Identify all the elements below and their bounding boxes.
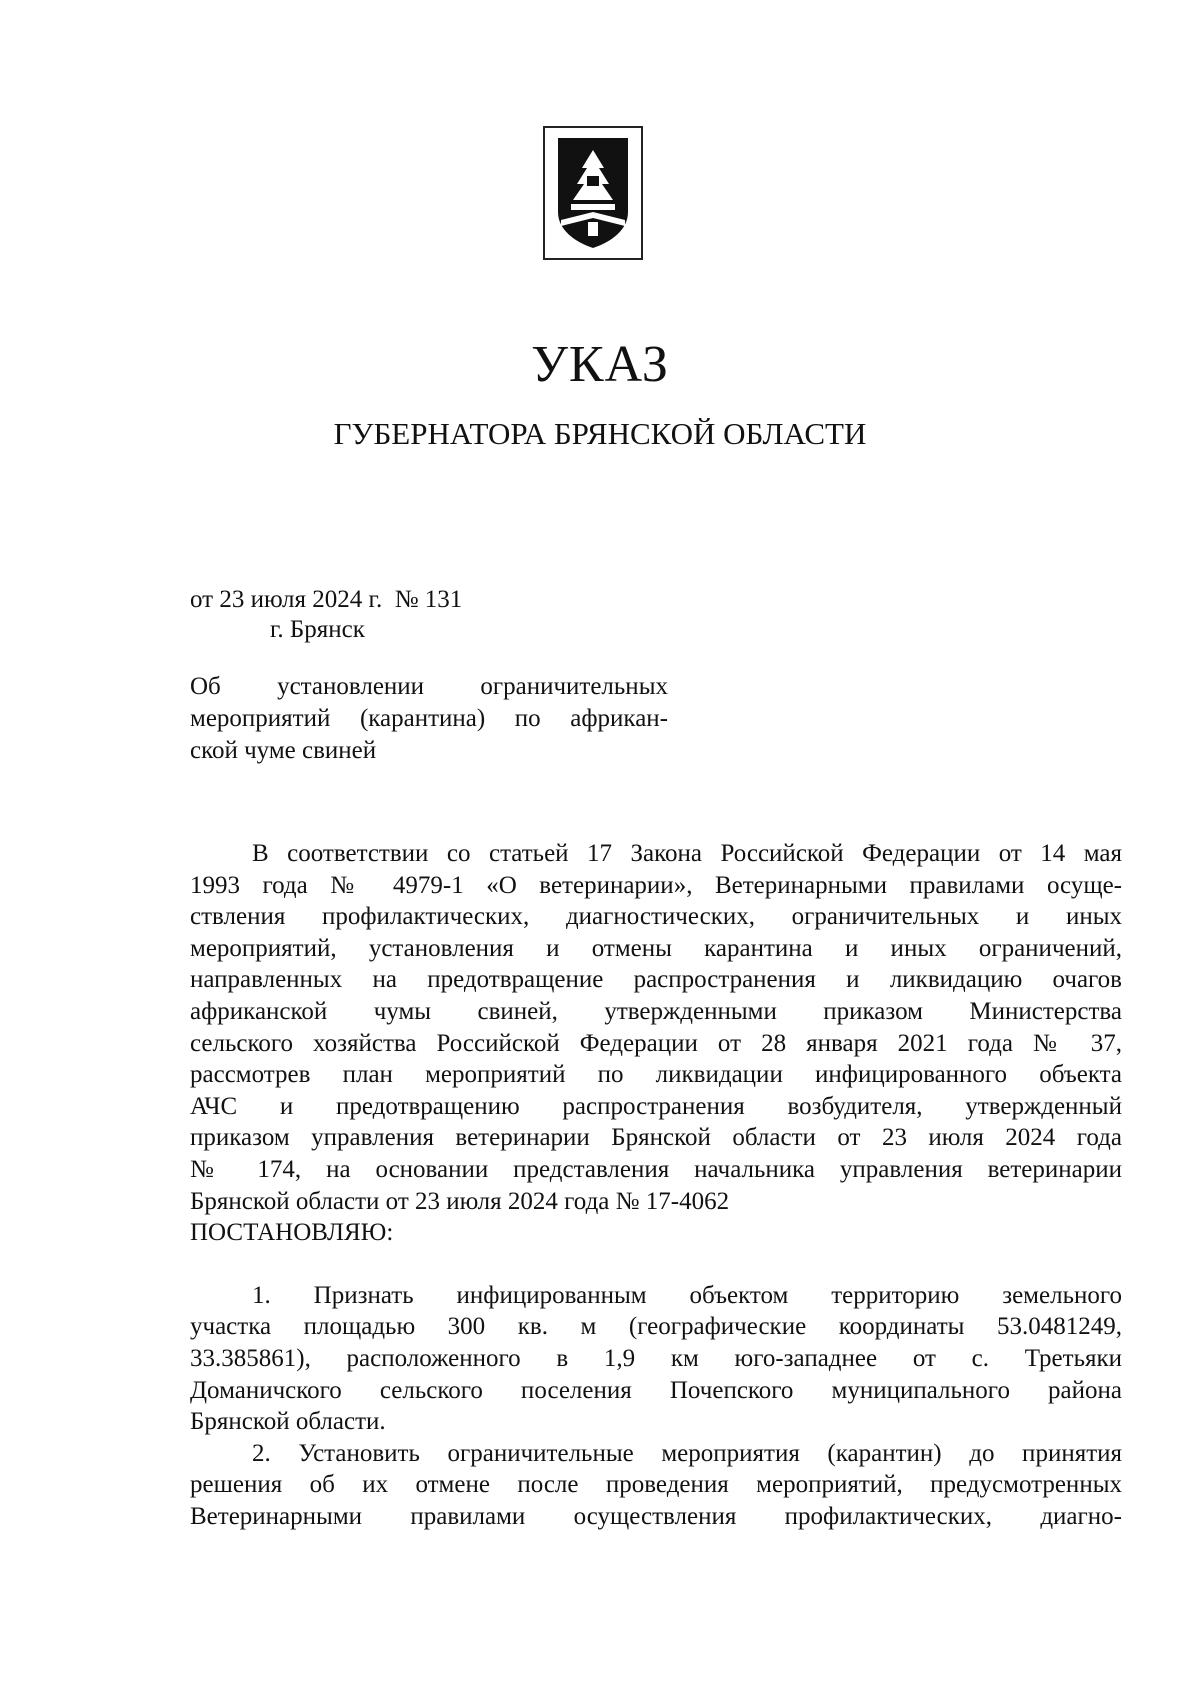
preamble-line: сельского хозяйства Российской Федерации от 28 января 2021 года № 37,: [190, 1029, 1122, 1057]
document-title: УКАЗ: [531, 336, 669, 393]
preamble-line: Брянской области от 23 июля 2024 года № 17-4062: [190, 1187, 730, 1215]
coat-of-arms-icon: [543, 126, 643, 260]
item-1-line: Брянской области.: [190, 1408, 386, 1436]
item-2-line: Ветеринарными правилами осуществления профилактических, диагно-: [190, 1502, 1122, 1530]
decree-body: [190, 838, 1122, 1532]
heading-line: Об установлении ограничительных: [190, 673, 668, 700]
item-2-line: 2. Установить ограничительные мероприятия (карантин) до принятия: [252, 1439, 1122, 1467]
heading-line: мероприятий (карантина) по африкан-: [190, 705, 668, 732]
preamble-line: № 174, на основании представления начальника управления ветеринарии: [190, 1155, 1122, 1183]
decree-heading: [190, 671, 668, 767]
preamble-line: африканской чумы свиней, утвержденными приказом Министерства: [190, 997, 1122, 1025]
preamble-line: В соответствии со статьей 17 Закона Российской Федерации от 14 мая: [252, 840, 1122, 867]
preamble-line: рассмотрев план мероприятий по ликвидации инфицированного объекта: [190, 1061, 1122, 1089]
item-1-line: 1. Признать инфицированным объектом территорию земельного: [252, 1281, 1122, 1309]
preamble-line: приказом управления ветеринарии Брянской области от 23 июля 2024 года: [190, 1124, 1122, 1152]
item-2-line: решения об их отмене после проведения мероприятий, предусмотренных: [190, 1471, 1122, 1499]
preamble-line: мероприятий, установления и отмены карантина и иных ограничений,: [190, 934, 1122, 962]
item-1-line: 33.385861), расположенного в 1,9 км юго-западнее от с. Третьяки: [190, 1344, 1122, 1372]
item-1-line: Доманичского сельского поселения Почепского муниципального района: [190, 1376, 1122, 1404]
city-line: г. Брянск: [270, 616, 365, 643]
preamble-line: ствления профилактических, диагностических, ограничительных и иных: [190, 903, 1122, 931]
preamble-line: АЧС и предотвращению распространения возбудителя, утвержденный: [190, 1092, 1122, 1120]
date-number-line: от 23 июля 2024 г. № 131: [190, 586, 463, 613]
document-subtitle: ГУБЕРНАТОРА БРЯНСКОЙ ОБЛАСТИ: [333, 416, 867, 451]
item-1-line: участка площадью 300 кв. м (географические координаты 53.0481249,: [190, 1313, 1122, 1341]
preamble-line: 1993 года № 4979-1 «О ветеринарии», Ветеринарными правилами осуще-: [190, 871, 1122, 899]
heading-line: ской чуме свиней: [190, 737, 377, 764]
preamble-line: направленных на предотвращение распространения и ликвидацию очагов: [190, 966, 1122, 994]
decree-word: ПОСТАНОВЛЯЮ:: [190, 1219, 394, 1247]
